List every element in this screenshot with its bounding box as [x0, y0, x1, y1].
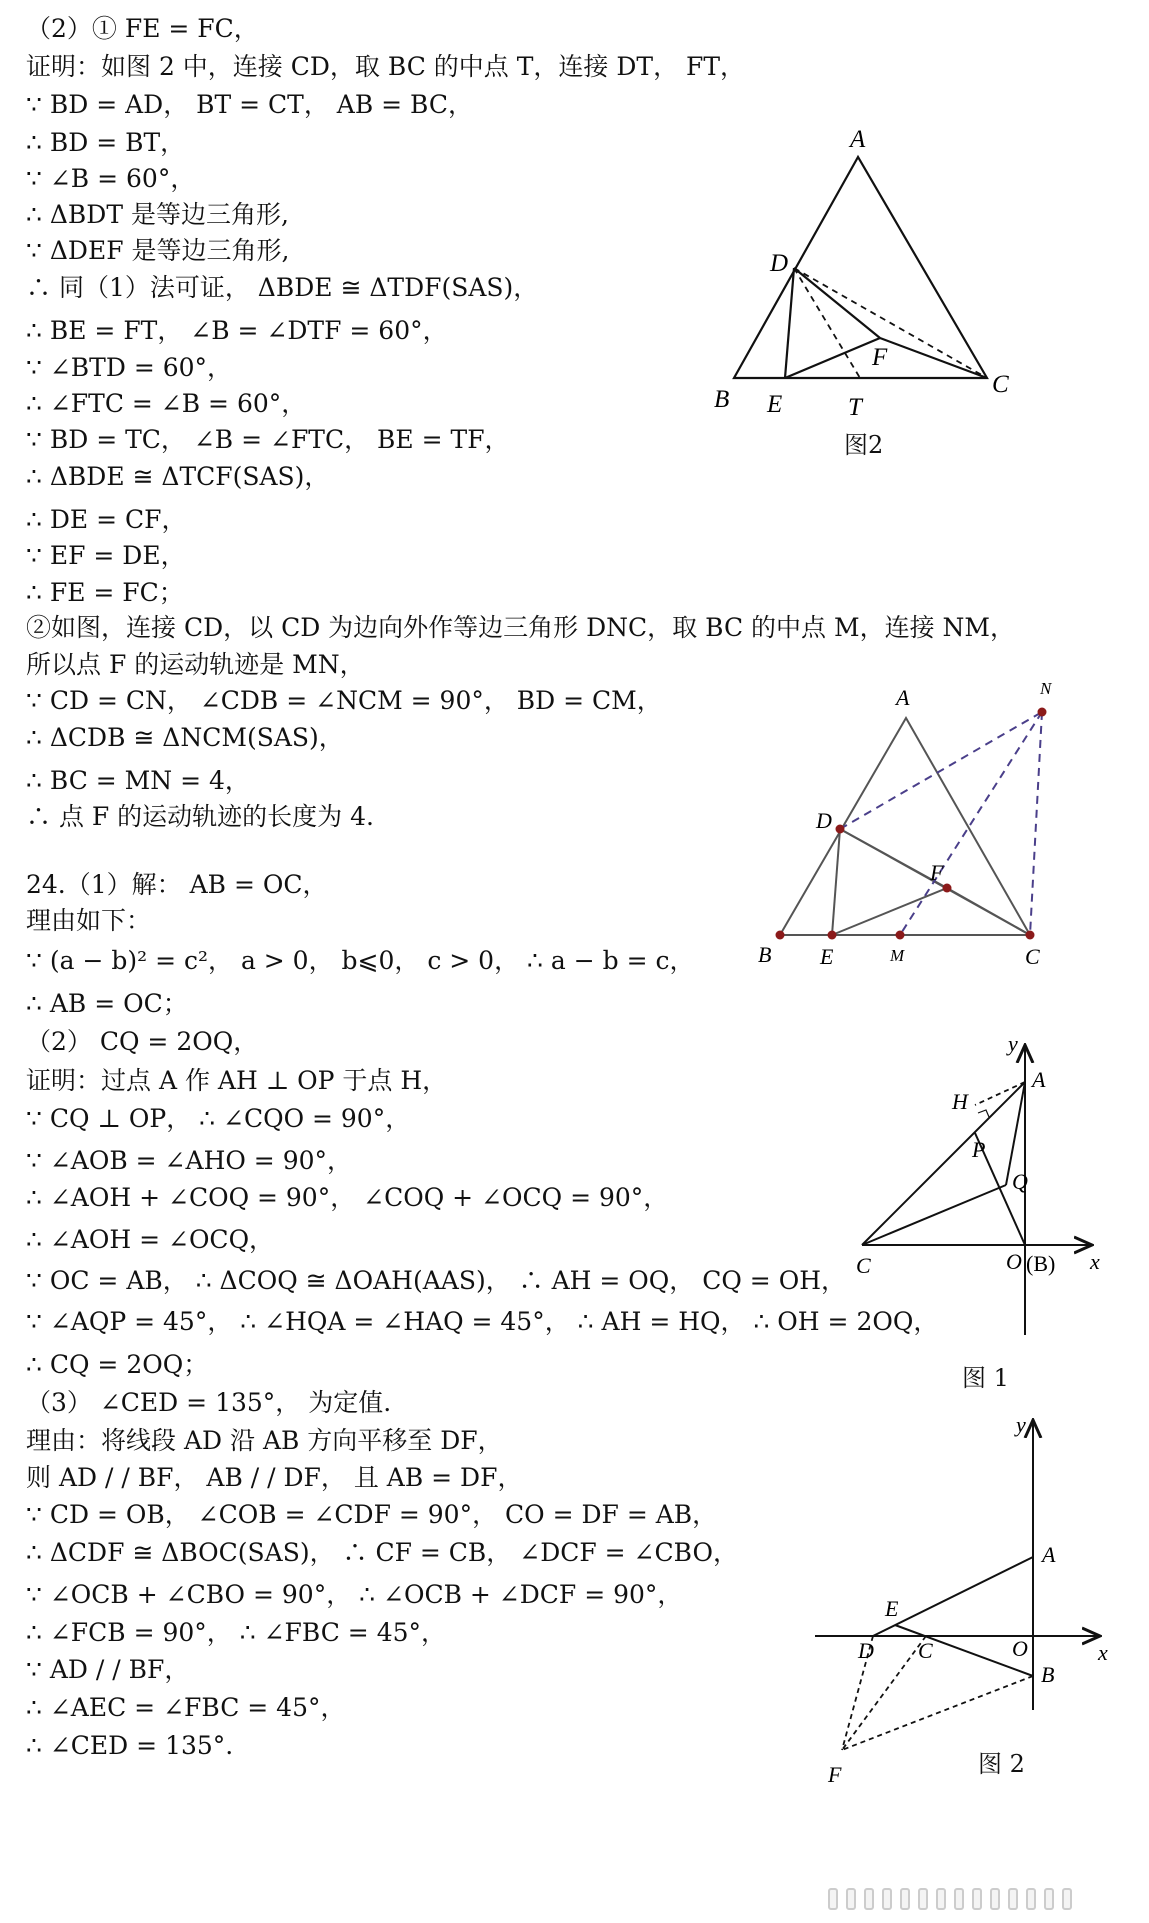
- text-line: ②如图，连接 CD，以 CD 为边向外作等边三角形 DNC，取 BC 的中点 M，连接 NM，: [26, 613, 1016, 642]
- label-Q: Q: [1012, 1169, 1028, 1194]
- text-line: ∵ ∠BTD = 60°，: [26, 353, 233, 382]
- text-line: 24.（1）解： AB = OC，: [26, 870, 328, 899]
- text-line: （2）① FE = FC，: [26, 14, 259, 43]
- text-line: ∴ ΔCDF ≅ ΔBOC(SAS)， ∴ CF = CB， ∠DCF = ∠CBO，: [26, 1538, 738, 1567]
- text-line: ∴ ΔBDE ≅ ΔTCF(SAS)，: [26, 462, 330, 491]
- text-line: ∵ ΔDEF 是等边三角形,: [26, 236, 290, 265]
- text-line: ∵ BD = TC， ∠B = ∠FTC， BE = TF，: [26, 425, 510, 454]
- text-line: ∵ ∠OCB + ∠CBO = 90°， ∴ ∠OCB + ∠DCF = 90°，: [26, 1580, 683, 1609]
- text-line: ∵ EF = DE，: [26, 541, 186, 570]
- text-line: ∴ BE = FT， ∠B = ∠DTF = 60°，: [26, 316, 448, 345]
- text-line: ∴ ∠AOH = ∠OCQ，: [26, 1225, 275, 1254]
- text-line: 证明：过点 A 作 AH ⊥ OP 于点 H，: [26, 1066, 448, 1095]
- text-line: ∵ ∠AQP = 45°， ∴ ∠HQA = ∠HAQ = 45°， ∴ AH = HQ， ∴ OH = 2OQ，: [26, 1307, 939, 1336]
- text-line: ∴ BC = MN = 4，: [26, 766, 250, 795]
- label-H: H: [952, 1089, 968, 1114]
- text-line: ∴ ∠AOH + ∠COQ = 90°， ∠COQ + ∠OCQ = 90°，: [26, 1183, 669, 1212]
- figure-caption: 图 1: [962, 1364, 1009, 1392]
- text-line: ∴ CQ = 2OQ；: [26, 1350, 209, 1379]
- label-P: P: [972, 1137, 986, 1162]
- label-F: F: [872, 344, 888, 371]
- figure-caption: 图2: [844, 431, 884, 459]
- text-line: （2） CQ = 2OQ，: [26, 1027, 259, 1056]
- text-line: ∵ CD = OB， ∠COB = ∠CDF = 90°， CO = DF = AB，: [26, 1500, 718, 1529]
- label-N: N: [1040, 679, 1052, 698]
- label-E: E: [767, 391, 783, 418]
- text-line: ∵ BD = AD， BT = CT， AB = BC，: [26, 90, 474, 119]
- label-F: F: [828, 1762, 842, 1787]
- label-A: A: [1042, 1542, 1056, 1567]
- label-E: E: [820, 944, 834, 969]
- watermark-bars-icon: [828, 1888, 1128, 1912]
- figure-coordinate-2: [800, 1410, 1120, 1790]
- figure-locus: [740, 670, 1070, 970]
- text-line: ∴ ∠CED = 135°.: [26, 1731, 234, 1760]
- text-line: ∴ FE = FC；: [26, 578, 184, 607]
- text-line: ∵ (a − b)² = c²， a > 0， b⩽0， c > 0， ∴ a − b = c，: [26, 946, 695, 975]
- label-C: C: [1025, 944, 1040, 969]
- text-line: ∵ ∠AOB = ∠AHO = 90°，: [26, 1146, 353, 1175]
- label-F: F: [930, 860, 944, 885]
- label-E: E: [885, 1596, 899, 1621]
- text-line: 则 AD / / BF， AB / / DF， 且 AB = DF，: [26, 1463, 523, 1492]
- label-y: y: [1016, 1412, 1026, 1437]
- label-C: C: [992, 371, 1009, 398]
- label-C: C: [856, 1253, 871, 1278]
- text-line: 理由：将线段 AD 沿 AB 方向平移至 DF，: [26, 1426, 503, 1455]
- label-x: x: [1098, 1640, 1108, 1665]
- label-D: D: [770, 250, 789, 277]
- text-line: ∴ AB = OC；: [26, 989, 188, 1018]
- label-A: A: [850, 126, 866, 153]
- text-line: 理由如下：: [26, 906, 152, 935]
- text-line: ∵ ∠B = 60°，: [26, 164, 196, 193]
- label-x: x: [1090, 1249, 1100, 1274]
- text-line: ∵ CQ ⊥ OP， ∴ ∠CQO = 90°，: [26, 1104, 411, 1133]
- figure-triangle-2: [700, 125, 1030, 465]
- text-line: ∴ ∠AEC = ∠FBC = 45°，: [26, 1693, 346, 1722]
- text-line: ∴ ∠FTC = ∠B = 60°，: [26, 389, 307, 418]
- label-B: B: [714, 386, 730, 413]
- text-line: ∴ DE = CF，: [26, 505, 187, 534]
- label-A: A: [1032, 1067, 1046, 1092]
- label-T: T: [848, 394, 862, 421]
- label-B: B: [1041, 1662, 1055, 1687]
- text-line: ∴ BD = BT，: [26, 128, 186, 157]
- label-A: A: [896, 685, 910, 710]
- label-D: D: [816, 808, 832, 833]
- label-B: B: [758, 942, 772, 967]
- label-O: O: [1012, 1636, 1028, 1661]
- text-line: 证明：如图 2 中，连接 CD，取 BC 的中点 T，连接 DT， FT，: [26, 52, 746, 81]
- label-B: (B): [1026, 1251, 1056, 1276]
- text-line: ∵ AD / / BF，: [26, 1655, 190, 1684]
- figure-coordinate-1: [800, 1025, 1110, 1345]
- text-line: ∴ ΔCDB ≅ ΔNCM(SAS)，: [26, 723, 344, 752]
- text-line: ∴ ΔBDT 是等边三角形,: [26, 200, 289, 229]
- label-C: C: [918, 1638, 933, 1663]
- text-line: ∴ 同（1）法可证， ΔBDE ≅ ΔTDF(SAS)，: [26, 273, 539, 302]
- text-line: （3） ∠CED = 135°， 为定值.: [26, 1388, 392, 1417]
- text-line: ∴ 点 F 的运动轨迹的长度为 4.: [26, 802, 374, 831]
- text-line: 所以点 F 的运动轨迹是 MN，: [26, 650, 365, 679]
- figure-caption: 图 2: [978, 1750, 1025, 1778]
- label-O: O: [1006, 1249, 1022, 1274]
- label-M: M: [890, 946, 905, 965]
- text-line: ∵ OC = AB， ∴ ΔCOQ ≅ ΔOAH(AAS)， ∴ AH = OQ， CQ = OH，: [26, 1266, 846, 1295]
- label-y: y: [1008, 1031, 1018, 1056]
- text-line: ∴ ∠FCB = 90°， ∴ ∠FBC = 45°，: [26, 1618, 447, 1647]
- label-D: D: [858, 1638, 874, 1663]
- text-line: ∵ CD = CN， ∠CDB = ∠NCM = 90°， BD = CM，: [26, 686, 662, 715]
